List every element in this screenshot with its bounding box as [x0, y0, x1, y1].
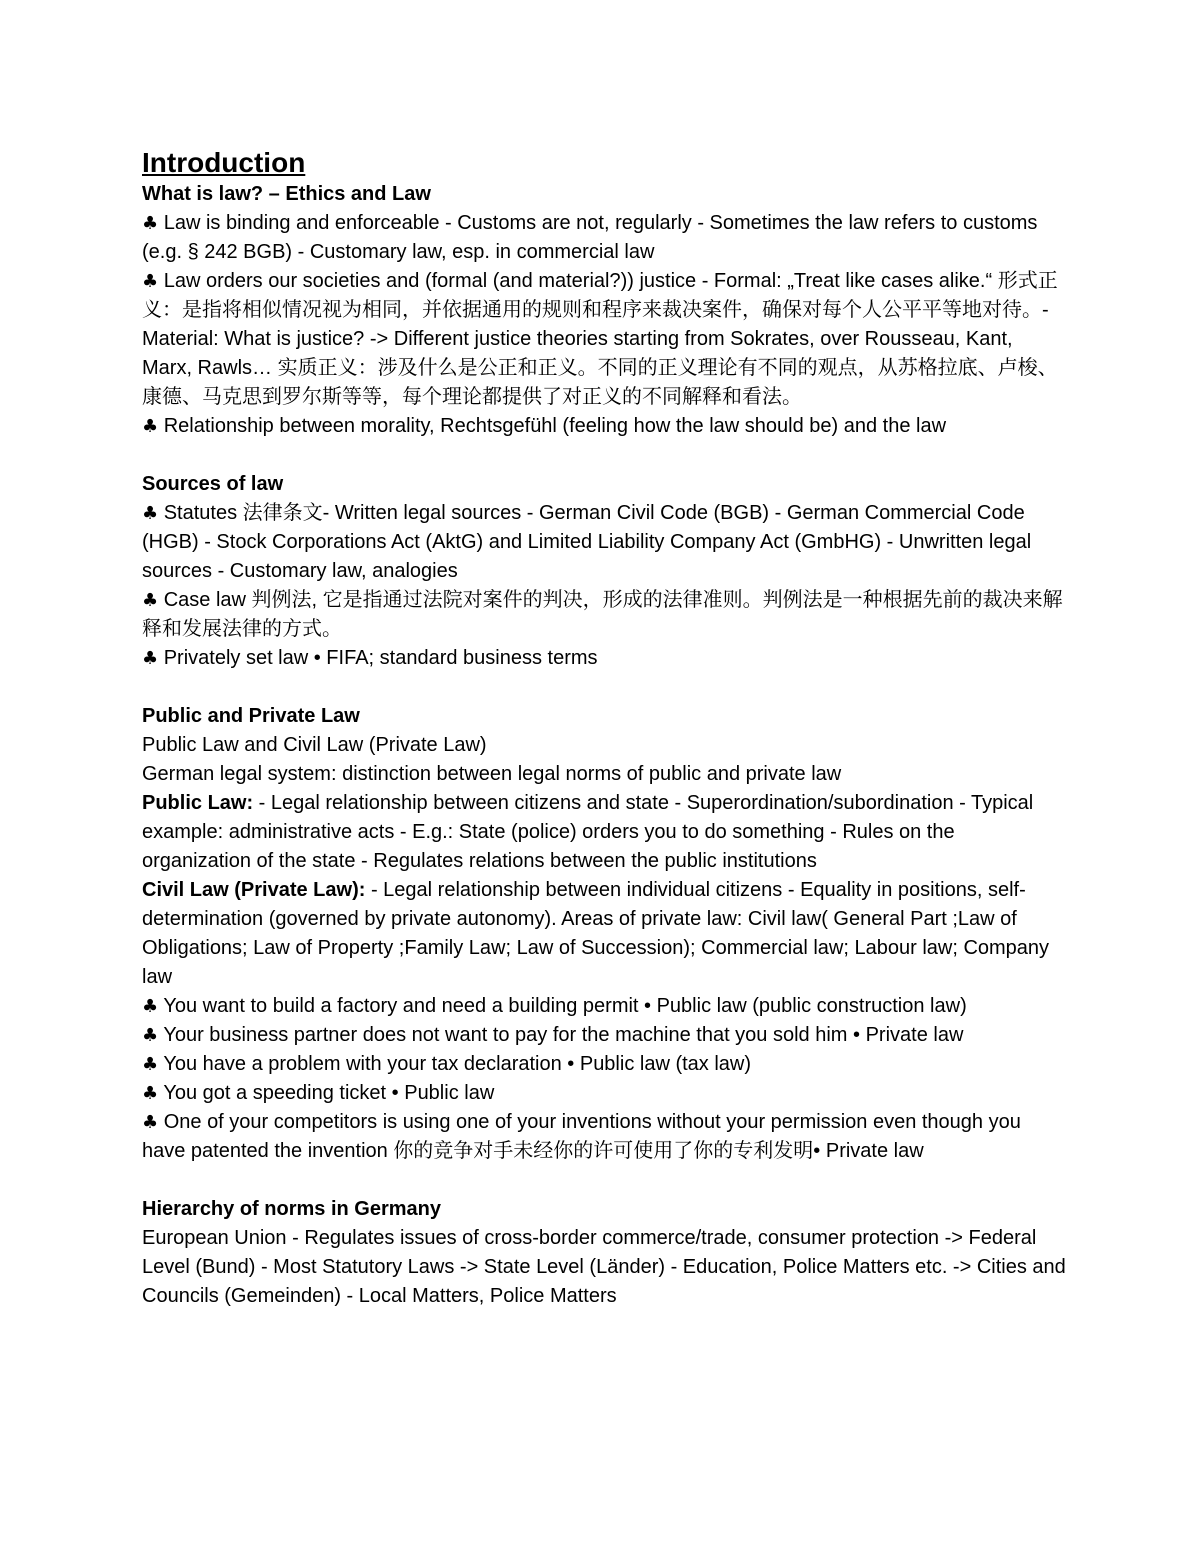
club-bullet-icon: ♣ — [142, 590, 159, 611]
bullet-item — [142, 412, 1067, 441]
bullet-text: One of your competitors is using one of your inventions without your permission even though you have patented the invention 你的竞争对手未经你的许可使用了你的专利发明• Private law — [142, 1111, 1021, 1162]
document-page — [142, 146, 1067, 1311]
bullet-text: Statutes 法律条文- Written legal sources - German Civil Code (BGB) - German Commercial Code (HGB) - Stock Corporations Act (AktG) and Limited Liability Company Act (GmbHG) - Unwritten legal sources - Customary law, analogies — [142, 502, 1032, 582]
document-title: Introduction — [142, 147, 306, 178]
bullet-item — [142, 209, 1067, 267]
bullet-text: You have a problem with your tax declaration • Public law (tax law) — [163, 1053, 752, 1075]
club-bullet-icon: ♣ — [142, 1083, 159, 1104]
bullet-item — [142, 1079, 1067, 1108]
club-bullet-icon: ♣ — [142, 416, 159, 437]
civil-law-paragraph — [142, 876, 1067, 992]
civil-law-label: Civil Law (Private Law): — [142, 879, 366, 901]
club-bullet-icon: ♣ — [142, 996, 159, 1017]
public-law-paragraph — [142, 789, 1067, 876]
bullet-text: Law orders our societies and (formal (and material?)) justice - Formal: „Treat like cases alike.“ 形式正义：是指将相似情况视为相同，并依据通用的规则和程序来裁决案件，确保对每个人公平平等地对待。- Material: What is justice? -> Different justice theories starting from Sokrates, over Rousseau, Kant, Marx, Rawls… 实质正义：涉及什么是公正和正义。不同的正义理论有不同的观点，从苏格拉底、卢梭、康德、马克思到罗尔斯等等，每个理论都提供了对正义的不同解释和看法。 — [142, 270, 1058, 408]
club-bullet-icon: ♣ — [142, 213, 159, 234]
bullet-item — [142, 1108, 1067, 1166]
civil-law-text: - Legal relationship between individual citizens - Equality in positions, self-determination (governed by private autonomy). Areas of private law: Civil law( General Part ;Law of Obligations; Law of Property ;Family Law; Law of Succession); Commercial law; Labour law; Company law — [142, 879, 1050, 988]
bullet-text: You want to build a factory and need a building permit • Public law (public construction law) — [163, 995, 967, 1017]
bullet-item — [142, 1050, 1067, 1079]
section-heading-sources: Sources of law — [142, 473, 284, 495]
club-bullet-icon: ♣ — [142, 1112, 159, 1133]
bullet-text: Relationship between morality, Rechtsgefühl (feeling how the law should be) and the law — [163, 415, 947, 437]
spacer — [142, 673, 1067, 702]
bullet-item — [142, 586, 1067, 644]
bullet-item — [142, 992, 1067, 1021]
bullet-text: Privately set law • FIFA; standard business terms — [163, 647, 598, 669]
section-heading-ethics: What is law? – Ethics and Law — [142, 183, 431, 205]
public-law-text: - Legal relationship between citizens and state - Superordination/subordination - Typical example: administrative acts - E.g.: State (police) orders you to do something - Rules on the organization of the state - Regulates relations between the public institutions — [142, 792, 1034, 872]
club-bullet-icon: ♣ — [142, 1025, 159, 1046]
bullet-item — [142, 499, 1067, 586]
public-law-label: Public Law: — [142, 792, 254, 814]
club-bullet-icon: ♣ — [142, 648, 159, 669]
section-heading-public-private: Public and Private Law — [142, 705, 360, 727]
spacer — [142, 441, 1067, 470]
bullet-text: You got a speeding ticket • Public law — [163, 1082, 495, 1104]
bullet-text: Law is binding and enforceable - Customs are not, regularly - Sometimes the law refers to customs (e.g. § 242 BGB) - Customary law, esp. in commercial law — [142, 212, 1038, 263]
bullet-item — [142, 644, 1067, 673]
club-bullet-icon: ♣ — [142, 1054, 159, 1075]
bullet-text: Case law 判例法, 它是指通过法院对案件的判决，形成的法律准则。判例法是一种根据先前的裁决来解释和发展法律的方式。 — [142, 589, 1063, 640]
paragraph: Public Law and Civil Law (Private Law) — [142, 734, 487, 756]
bullet-text: Your business partner does not want to pay for the machine that you sold him • Private law — [163, 1024, 964, 1046]
section-heading-hierarchy: Hierarchy of norms in Germany — [142, 1198, 441, 1220]
club-bullet-icon: ♣ — [142, 503, 159, 524]
spacer — [142, 1166, 1067, 1195]
paragraph: European Union - Regulates issues of cross-border commerce/trade, consumer protection -> Federal Level (Bund) - Most Statutory Laws -> State Level (Länder) - Education, Police Matters etc. -> Cities and Councils (Gemeinden) - Local Matters, Police Matters — [142, 1227, 1066, 1307]
bullet-item — [142, 1021, 1067, 1050]
bullet-item — [142, 267, 1067, 412]
club-bullet-icon: ♣ — [142, 271, 159, 292]
paragraph: German legal system: distinction between legal norms of public and private law — [142, 763, 842, 785]
